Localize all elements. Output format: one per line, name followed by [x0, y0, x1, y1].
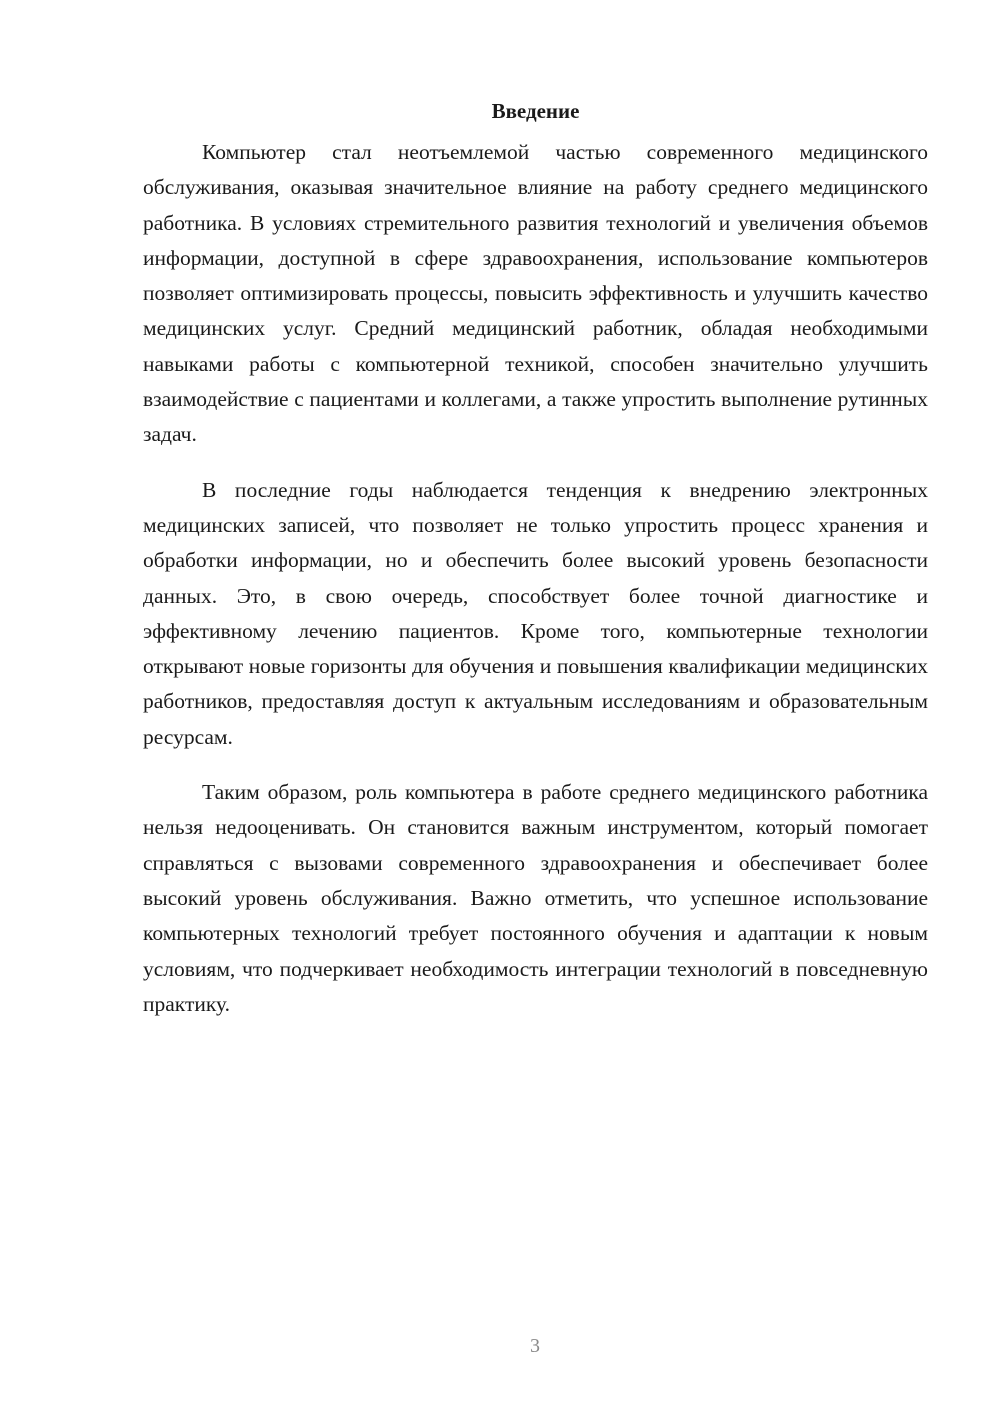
page-content [143, 97, 928, 1022]
page-number: 3 [530, 1335, 540, 1357]
paragraph-3: Таким образом, роль компьютера в работе среднего медицинского работника нельзя недооценивать. Он становится важным инструментом, который помогает справляться с вызовами современного здравоохранения и обеспечивает более высокий уровень обслуживания. Важно отметить, что успешное использование компьютерных технологий требует постоянного обучения и адаптации к новым условиям, что подчеркивает необходимость интеграции технологий в повседневную практику. [143, 780, 928, 1016]
paragraph-2: В последние годы наблюдается тенденция к внедрению электронных медицинских записей, что позволяет не только упростить процесс хранения и обработки информации, но и обеспечить более высокий уровень безопасности данных. Это, в свою очередь, способствует более точной диагностике и эффективному лечению пациентов. Кроме того, компьютерные технологии открывают новые горизонты для обучения и повышения квалификации медицинских работников, предоставляя доступ к актуальным исследованиям и образовательным ресурсам. [143, 477, 928, 749]
section-heading: Введение [491, 99, 580, 123]
paragraph-1: Компьютер стал неотъемлемой частью современного медицинского обслуживания, оказывая значительное влияние на работу среднего медицинского работника. В условиях стремительного развития технологий и увеличения объемов информации, доступной в сфере здравоохранения, использование компьютеров позволяет оптимизировать процессы, повысить эффективность и улучшить качество медицинских услуг. Средний медицинский работник, обладая необходимыми навыками работы с компьютерной техникой, способен значительно улучшить взаимодействие с пациентами и коллегами, а также упростить выполнение рутинных задач. [143, 140, 928, 447]
